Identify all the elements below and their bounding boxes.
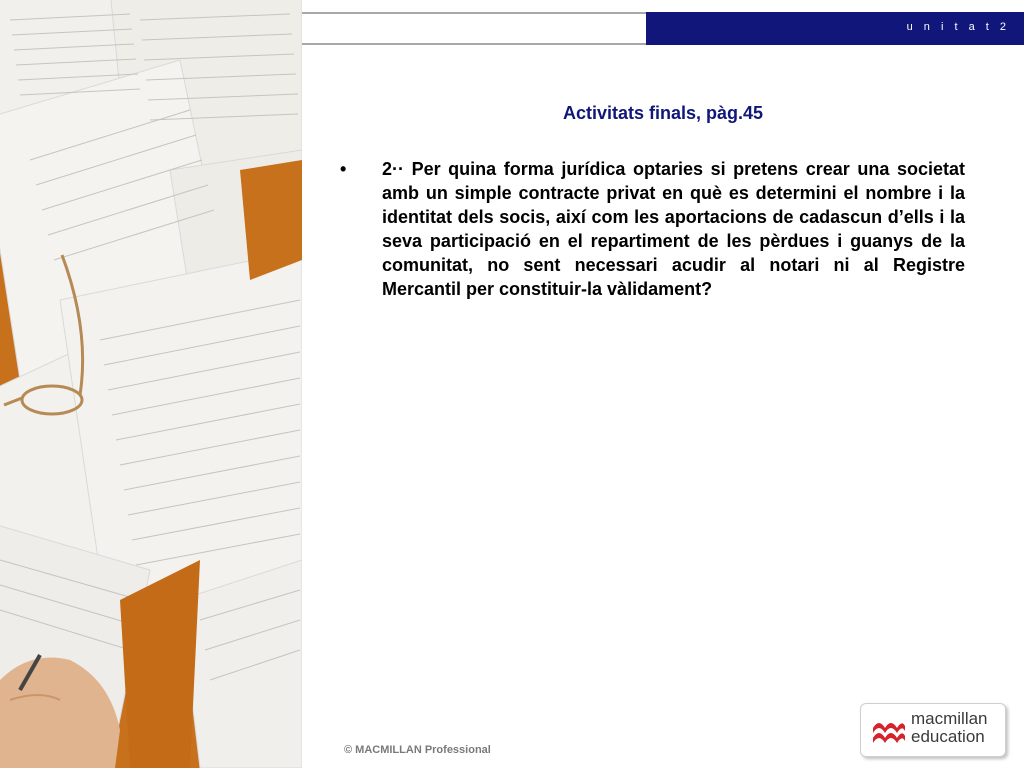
logo-wordmark bbox=[911, 710, 988, 746]
unit-label: u n i t a t 2 bbox=[906, 21, 1010, 33]
header-bar bbox=[646, 12, 1024, 45]
header-bar-divider bbox=[302, 12, 646, 45]
page-title: Activitats finals, pàg.45 bbox=[562, 103, 764, 123]
bullet-icon: • bbox=[340, 159, 347, 179]
macmillan-logo-icon bbox=[871, 712, 907, 746]
question-text: 2·· Per quina forma jurídica optaries si pretens crear una societat amb un simple contracte privat en què es determini el nombre i la identitat dels socis, així com les aportacions de cadascun d’ells i la seva participació en el repartiment de les pèrdues i guanys de la comunitat, no sent necessari acudir al notari ni al Registre Mercantil per constituir-la vàlidament? bbox=[382, 159, 965, 299]
question-item bbox=[340, 157, 965, 301]
logo-line-macmillan: macmillan bbox=[911, 709, 988, 728]
copyright-text: © MACMILLAN Professional bbox=[344, 744, 491, 756]
macmillan-education-logo bbox=[860, 703, 1006, 757]
logo-line-education: education bbox=[911, 727, 985, 746]
tax-forms-photo bbox=[0, 0, 302, 768]
